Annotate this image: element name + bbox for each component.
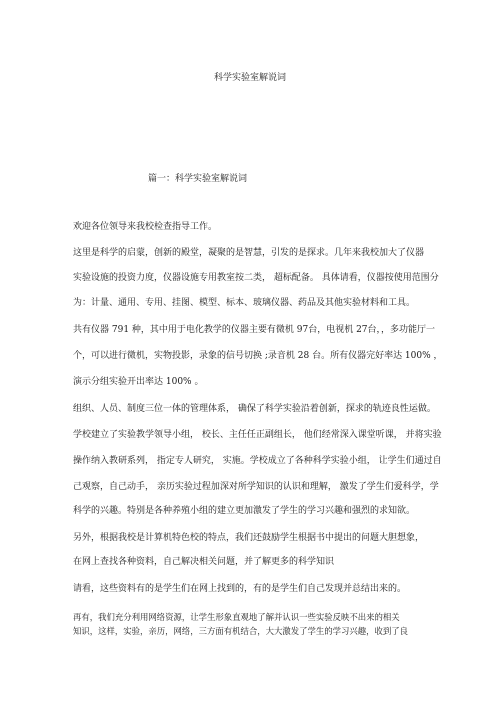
- paragraph-line: 实验设施的投资力度，仪器设施专用教室按二类， 超标配备。 具体请看，仪器按使用范围分: [73, 273, 439, 283]
- paragraph-line: 科学的兴趣。特别是各种养殖小组的建立更加激发了学生的学习兴趣和强烈的求知欲。: [73, 506, 416, 516]
- paragraph-line: 个，可以进行微机，实物投影，录象的信号切换 ;录音机 28 台。所有仪器完好率达 100% ，: [73, 351, 443, 361]
- paragraph-line: 在网上查找各种资料，自己解决相关问题，并了解更多的科学知识: [73, 557, 335, 567]
- paragraph-line: 知识，这样，实验，亲历，网络，三方面有机结合，大大激发了学生的学习兴趣，收到了良: [73, 626, 408, 636]
- document-title: 科学实验室解说词: [213, 73, 286, 83]
- section-title: 篇一：科学实验室解说词: [148, 174, 248, 184]
- paragraph-line: 组织、人员、制度三位一体的管理体系， 确保了科学实验沿着创新，探求的轨迹良性运做。: [73, 404, 436, 414]
- paragraph-line: 学校建立了实验教学领导小组， 校长、主任任正副组长， 他们经常深入课堂听课， 并将实验: [73, 430, 442, 440]
- paragraph-line: 共有仪器 791 种，其中用于电化教学的仪器主要有微机 97台，电视机 27台，，多功能厅一: [73, 325, 436, 335]
- paragraph-line: 另外，根据我校是计算机特色校的特点，我们还鼓励学生根据书中提出的问题大胆想象，: [73, 533, 425, 543]
- paragraph-line: 演示分组实验开出率达 100% 。: [73, 377, 204, 387]
- paragraph-line: 为：计量、通用、专用、挂图、模型、标本、玻璃仪器、药品及其他实验材料和工具。: [73, 298, 416, 308]
- paragraph-line: 己观察，自己动手， 亲历实验过程加深对所学知识的认识和理解， 激发了学生们爱科学，学: [73, 482, 439, 492]
- paragraph-line: 再有，我们充分利用网络资源，让学生形象直观地了解并认识一些实验反映不出来的相关: [73, 612, 400, 622]
- paragraph-line: 操作纳入教研系列， 指定专人研究， 实施。学校成立了各种科学实验小组， 让学生们通过自: [73, 456, 442, 466]
- paragraph-line: 这里是科学的启蒙，创新的殿堂，凝聚的是智慧，引发的是探求。几年来我校加大了仪器: [73, 248, 425, 258]
- paragraph-line: 欢迎各位领导来我校检查指导工作。: [73, 222, 218, 232]
- paragraph-line: 请看，这些资料有的是学生们在网上找到的，有的是学生们自己发现并总结出来的。: [73, 584, 407, 594]
